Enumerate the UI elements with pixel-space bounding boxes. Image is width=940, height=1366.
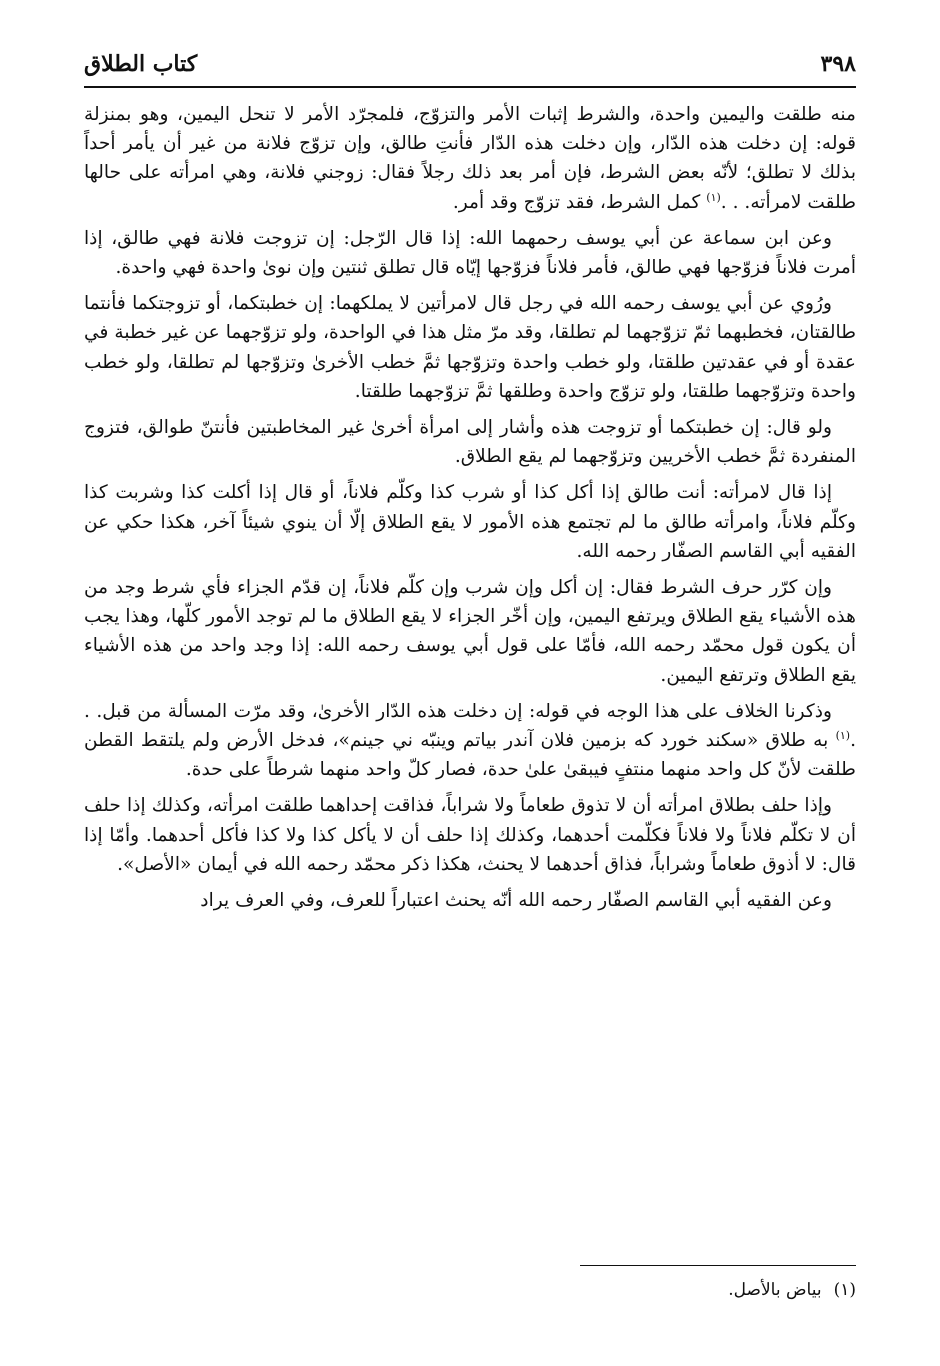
footnote-marker: (١) <box>835 728 851 742</box>
paragraph: وعن ابن سماعة عن أبي يوسف رحمهما الله: إذا قال الرّجل: إن تزوجت فلانة فهي طالق، إذا أمرت فلاناً فزوّجها فهي طالق، فأمر فلاناً فزوّجها إيّاه قال تطلق ثنتين وإن نوىٰ واحدة فهي واحدة. <box>84 227 856 279</box>
page-number: ٣٩٨ <box>820 51 856 77</box>
footnote-text: بياض بالأصل. <box>728 1280 822 1300</box>
footnote <box>84 1275 856 1305</box>
page-header <box>84 44 856 84</box>
paragraph: وإذا حلف بطلاق امرأته أن لا تذوق طعاماً ولا شراباً، فذاقت إحداهما طلقت امرأته، وكذلك إذا حلف أن لا تكلّم فلاناً ولا فلاناً فكلّمت أحدهما، وكذلك إذا حلف أن لا يأكل كذا ولا كذا فأكل أحدهما. وأمّا إذا قال: لا أذوق طعاماً وشراباً، فذاق أحدهما لا يحنث، هكذا ذكر محمّد رحمه الله في أيمان «الأصل». <box>84 795 856 875</box>
paragraph: وإن كرّر حرف الشرط فقال: إن أكل وإن شرب وإن كلّم فلاناً، إن قدّم الجزاء فأي شرط وجد من هذه الأشياء يقع الطلاق ويرتفع اليمين، وإن أخّر الجزاء لا يقع الطلاق ما لم توجد الأمور كلّها، وهذا يجب أن يكون قول محمّد رحمه الله، فأمّا على قول أبي يوسف رحمه الله: إذا وجد واحد من هذه الأشياء يقع الطلاق وترتفع اليمين. <box>84 577 856 686</box>
header-divider <box>84 86 856 88</box>
footnote-marker: (١) <box>706 190 721 204</box>
book-title: كتاب الطلاق <box>84 51 198 77</box>
paragraph: ورُوي عن أبي يوسف رحمه الله في رجل قال لامرأتين لا يملكهما: إن خطبتكما، أو تزوجتكما فأنتما طالقتان، فخطبهما ثمّ تزوّجهما لم تطلقا، وقد مرّ مثل هذا في الواحدة، ولو تزوّجهما عن غير خطبة في عقدة أو في عقدتين طلقتا، ولو خطب واحدة وتزوّجها ثمَّ خطب الأخرىٰ وتزوّجها لم تطلقا، ولو خطب واحدة وتزوّجهما طلقتا، ولو تزوّج واحدة وطلقها ثمَّ تزوّجهما طلقتا. <box>84 293 856 402</box>
footnote-divider <box>580 1265 856 1266</box>
paragraph: منه طلقت واليمين واحدة، والشرط إثبات الأمر والتزوّج، فلمجرّد الأمر لا تنحل اليمين، وهو بمنزلة قوله: إن دخلت هذه الدّار، وإن دخلت هذه الدّار فأنتِ طالق، وإن تزوّج فلانة من غير أن يأمر أحداً بذلك لا تطلق؛ لأنّه بعض الشرط، فإن أمر بعد ذلك رجلاً فقال: زوجني فلانة، وهي امرأته على حالها طلقت لامرأته. . .$^{(١)}$ كمل الشرط، فقد تزوّج وقد أمر. <box>84 104 856 213</box>
footnote-number: (١) <box>833 1280 856 1300</box>
main-text <box>84 100 856 1250</box>
paragraph: وذكرنا الخلاف على هذا الوجه في قوله: إن دخلت هذه الدّار الأخرىٰ، وقد مرّت المسألة من قبل. . .$^{(١)}$ به طلاق «سكند خورد كه بزمين فلان آندر بياتم وينبّه ني جينم»، فدخل الأرض ولم يلتقط القطن طلقت لأنّ كل واحد منهما منتفٍ فيبقىٰ علىٰ حدة، فصار كلّ واحد منهما شرطاً على حدة. <box>84 700 856 781</box>
paragraph: إذا قال لامرأته: أنت طالق إذا أكل كذا أو شرب كذا وكلّم فلاناً، أو قال إذا أكلت كذا وشربت كذا وكلّم فلاناً، وامرأته طالق ما لم تجتمع هذه الأمور لا يقع الطلاق إلّا أن ينوي شيئاً آخر، هكذا حكي عن الفقيه أبي القاسم الصفّار رحمه الله. <box>84 482 856 562</box>
paragraph: وعن الفقيه أبي القاسم الصفّار رحمه الله أنّه يحنث اعتباراً للعرف، وفي العرف يراد <box>200 890 832 912</box>
paragraph: ولو قال: إن خطبتكما أو تزوجت هذه وأشار إلى امرأة أخرىٰ غير المخاطبتين فأنتنّ طوالق، فتزوج المنفردة ثمَّ خطب الأخريين وتزوّجهما لم يقع الطلاق. <box>84 417 856 468</box>
